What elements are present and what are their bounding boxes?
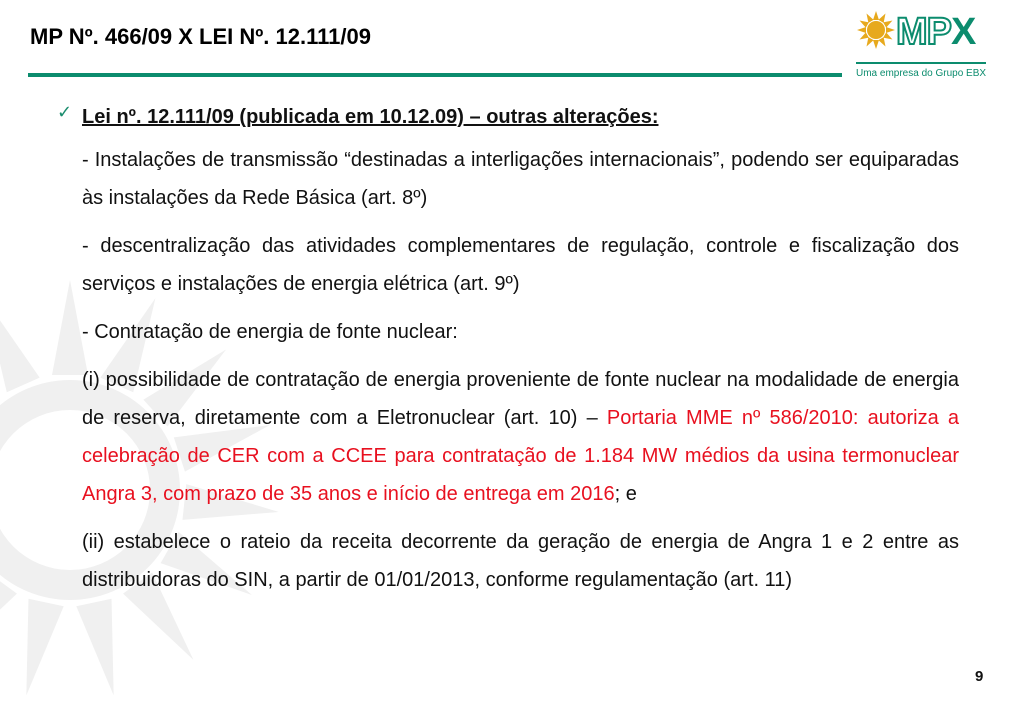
item-i-lead: (i) possibilidade de contratação de energia proveniente de fonte nuclear na modalidade de energia de reserva, diretamente com a Eletronuclear (art. 10) – xyxy=(82,369,959,429)
logo-wordmark xyxy=(896,11,975,53)
slide-body xyxy=(57,101,960,609)
item-i-portaria-highlight: Portaria MME nº 586/2010: autoriza a celebração de CER com a CCEE para contratação de 1.184 MW médios da usina termonuclear Angra 3, com prazo de 35 anos e início de entrega em 2016 xyxy=(82,407,960,505)
paragraph-item-ii: (ii) estabelece o rateio da receita decorrente da geração de energia de Angra 1 e 2 entre as distribuidoras do SIN, a partir de 01/01/2013, conforme regulamentação (art. 11) xyxy=(82,531,959,591)
logo-mp-text: MP xyxy=(896,11,951,53)
paragraph-item-i xyxy=(82,361,959,513)
paragraph-transmission: - Instalações de transmissão “destinadas a interligações internacionais”, podendo ser equiparadas às instalações da Rede Básica (art. 8º) xyxy=(82,149,959,209)
title-divider xyxy=(28,73,842,77)
slide-title: MP Nº. 466/09 X LEI Nº. 12.111/09 xyxy=(30,24,371,49)
logo-underline xyxy=(856,62,986,64)
logo-tagline: Uma empresa do Grupo EBX xyxy=(856,68,987,79)
paragraph-decentralization: - descentralização das atividades complementares de regulação, controle e fiscalização dos serviços e instalações de energia elétrica (art. 9º) xyxy=(82,235,959,295)
section-heading: Lei nº. 12.111/09 (publicada em 10.12.09) – outras alterações: xyxy=(82,106,659,128)
bullet-heading xyxy=(57,101,959,133)
page-number: 9 xyxy=(975,668,984,685)
sun-logo-icon xyxy=(856,10,896,50)
checkmark-icon: ✓ xyxy=(57,102,73,123)
mpx-logo xyxy=(856,8,1016,88)
logo-x-text: X xyxy=(951,11,976,53)
item-i-tail: ; e xyxy=(614,483,637,505)
paragraph-nuclear: - Contratação de energia de fonte nuclear: xyxy=(82,321,458,343)
